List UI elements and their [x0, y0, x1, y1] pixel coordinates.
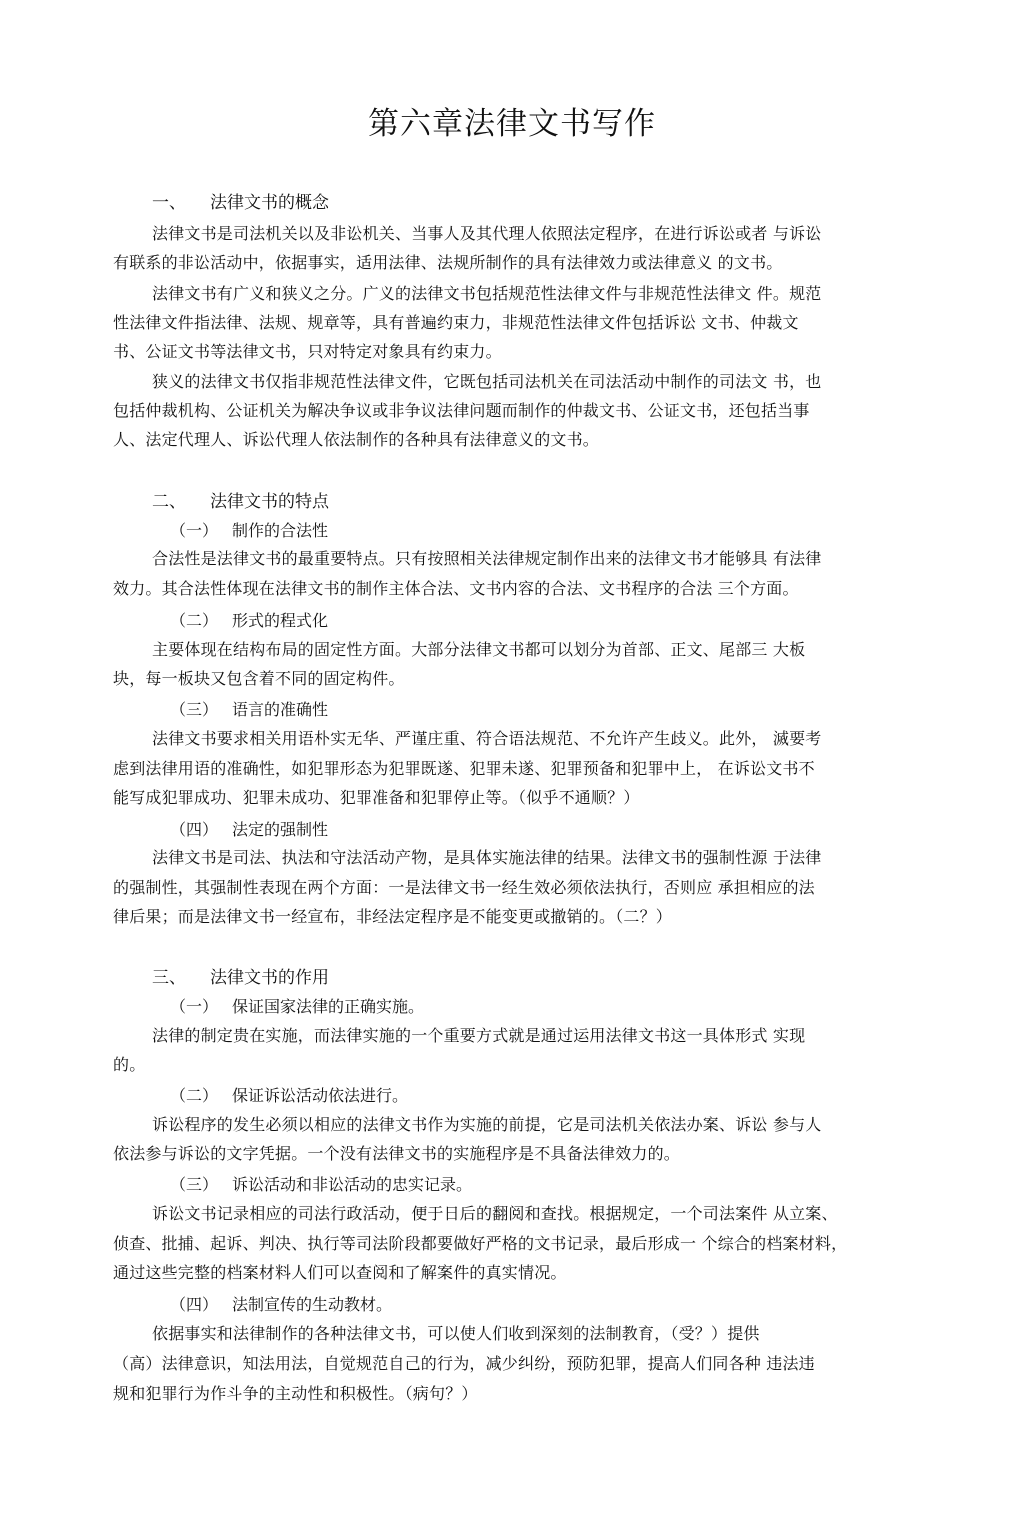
- paragraph-line: 块，每一板块又包含着不同的固定构件。: [113, 669, 405, 688]
- subsection-heading-text: 保证诉讼活动依法进行。: [232, 1086, 409, 1105]
- paragraph-line: 包括仲裁机构、公证机关为解决争议或非争议法律问题而制作的仲裁文书、公证文书，还包括当事: [113, 401, 810, 420]
- paragraph-line: 的。: [113, 1055, 146, 1074]
- subsection-heading-text: 形式的程式化: [232, 611, 329, 630]
- paragraph-line: 法律文书是司法、执法和守法活动产物，是具体实施法律的结果。法律文书的强制性源 于法律: [152, 848, 822, 867]
- paragraph-line: 能写成犯罪成功、犯罪未成功、犯罪准备和犯罪停止等。（似乎不通顺？）: [113, 788, 640, 807]
- section-heading-3: [152, 963, 329, 988]
- paragraph-line: 有联系的非讼活动中，依据事实，适用法律、法规所制作的具有法律效力或法律意义 的文书。: [113, 253, 783, 272]
- paragraph-line: 诉讼文书记录相应的司法行政活动，便于日后的翻阅和查找。根据规定，一个司法案件 从立案、: [152, 1204, 838, 1223]
- paragraph-line: 法律文书要求相关用语朴实无华、严谨庄重、符合语法规范、不允许产生歧义。此外， 滅要考: [152, 729, 822, 748]
- subsection-heading: [170, 1083, 408, 1106]
- subsection-heading: [170, 518, 328, 541]
- subsection-heading: [170, 1172, 472, 1195]
- paragraph-line: 的强制性，其强制性表现在两个方面：一是法律文书一经生效必须依法执行，否则应 承担相应的法: [113, 878, 815, 897]
- paragraph-line: 律后果；而是法律文书一经宣布，非经法定程序是不能变更或撤销的。（二？）: [113, 907, 673, 926]
- paragraph-line: 依法参与诉讼的文字凭据。一个没有法律文书的实施程序是不具备法律效力的。: [113, 1144, 681, 1163]
- paragraph-line: 法律的制定贵在实施，而法律实施的一个重要方式就是通过运用法律文书这一具体形式 实现: [152, 1026, 806, 1045]
- paragraph-line: 法律文书有广义和狭义之分。广义的法律文书包括规范性法律文件与非规范性法律文 件。规范: [152, 284, 822, 303]
- paragraph-line: 侦查、批捕、起诉、判决、执行等司法阶段都要做好严格的文书记录，最后形成一 个综合的档案材料，: [113, 1234, 848, 1253]
- section-heading-2: [152, 487, 329, 512]
- section-heading-text: 法律文书的概念: [210, 193, 329, 213]
- paragraph-line: 通过这些完整的档案材料人们可以查阅和了解案件的真实情况。: [113, 1263, 567, 1282]
- section-heading-1: [152, 188, 329, 213]
- document-title: 第六章法律文书写作: [368, 106, 656, 142]
- section-number: 三、: [152, 968, 186, 988]
- paragraph-line: 法律文书是司法机关以及非讼机关、当事人及其代理人依照法定程序，在进行诉讼或者 与诉讼: [152, 224, 822, 243]
- subsection-heading-text: 语言的准确性: [232, 700, 329, 719]
- section-heading-text: 法律文书的作用: [210, 968, 329, 988]
- subsection-number: （二）: [170, 1086, 219, 1105]
- subsection-number: （四）: [170, 820, 219, 839]
- subsection-heading: [170, 1292, 392, 1315]
- paragraph-line: 人、法定代理人、诉讼代理人依法制作的各种具有法律意义的文书。: [113, 430, 600, 449]
- subsection-heading-text: 诉讼活动和非讼活动的忠实记录。: [232, 1175, 473, 1194]
- paragraph-line: 依据事实和法律制作的各种法律文书，可以使人们收到深刻的法制教育，（受？）提供: [152, 1324, 760, 1343]
- paragraph-line: 狭义的法律文书仅指非规范性法律文件，它既包括司法机关在司法活动中制作的司法文 书，也: [152, 372, 822, 391]
- subsection-number: （二）: [170, 611, 219, 630]
- subsection-heading-text: 法定的强制性: [232, 820, 329, 839]
- subsection-heading: [170, 697, 328, 720]
- subsection-heading-text: 法制宣传的生动教材。: [232, 1295, 393, 1314]
- paragraph-line: 书、公证文书等法律文书，只对特定对象具有约束力。: [113, 342, 502, 361]
- paragraph-line: 诉讼程序的发生必须以相应的法律文书作为实施的前提，它是司法机关依法办案、诉讼 参与人: [152, 1115, 822, 1134]
- subsection-heading: [170, 994, 424, 1017]
- subsection-number: （四）: [170, 1295, 219, 1314]
- section-heading-text: 法律文书的特点: [210, 492, 329, 512]
- subsection-heading-text: 保证国家法律的正确实施。: [232, 997, 425, 1016]
- subsection-heading-text: 制作的合法性: [232, 521, 329, 540]
- subsection-heading: [170, 608, 328, 631]
- paragraph-line: 合法性是法律文书的最重要特点。只有按照相关法律规定制作出来的法律文书才能够具 有法律: [152, 549, 822, 568]
- subsection-heading: [170, 817, 328, 840]
- paragraph-line: （高）法律意识，知法用法，自觉规范自己的行为，减少纠纷，预防犯罪，提高人们同各种 违法违: [113, 1354, 815, 1373]
- paragraph-line: 效力。其合法性体现在法律文书的制作主体合法、文书内容的合法、文书程序的合法 三个方面。: [113, 579, 799, 598]
- paragraph-line: 性法律文件指法律、法规、规章等，具有普遍约束力，非规范性法律文件包括诉讼 文书、仲裁文: [113, 313, 799, 332]
- section-number: 二、: [152, 492, 186, 512]
- subsection-number: （三）: [170, 700, 219, 719]
- paragraph-line: 虑到法律用语的准确性，如犯罪形态为犯罪既遂、犯罪未遂、犯罪预备和犯罪中上， 在诉讼文书不: [113, 759, 815, 778]
- paragraph-line: 规和犯罪行为作斗争的主动性和积极性。（病句？）: [113, 1384, 478, 1403]
- section-number: 一、: [152, 193, 186, 213]
- subsection-number: （三）: [170, 1175, 219, 1194]
- subsection-number: （一）: [170, 997, 219, 1016]
- subsection-number: （一）: [170, 521, 219, 540]
- paragraph-line: 主要体现在结构布局的固定性方面。大部分法律文书都可以划分为首部、正文、尾部三 大板: [152, 640, 806, 659]
